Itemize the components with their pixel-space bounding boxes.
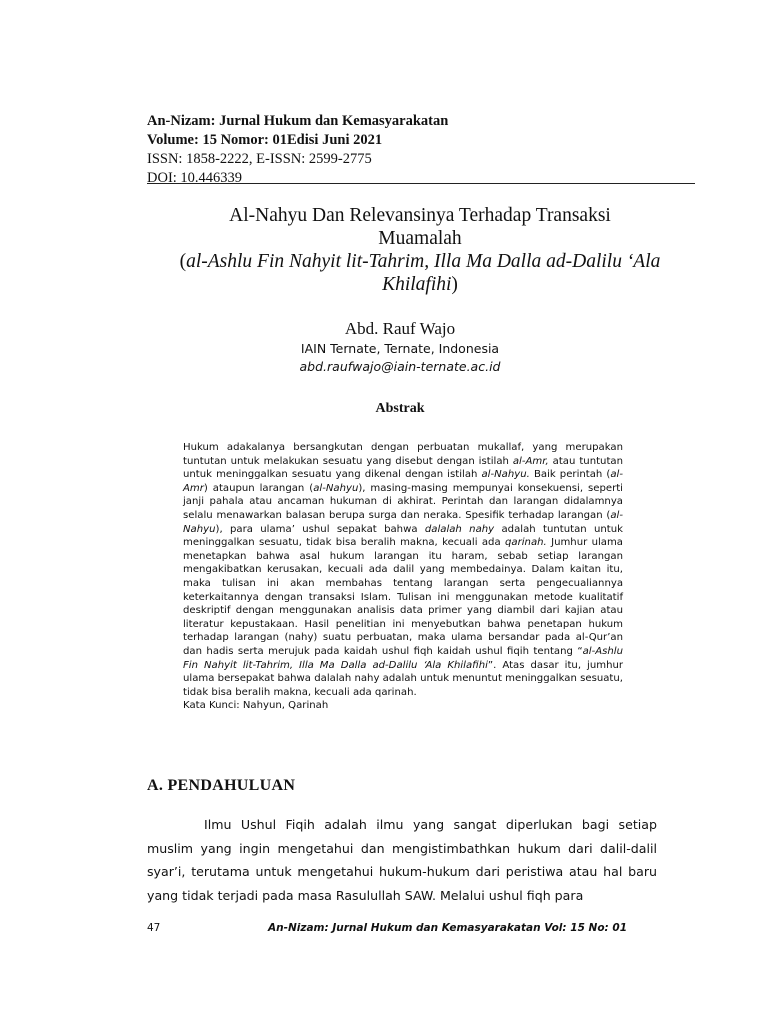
subtitle-text-2: Khilafihi	[382, 274, 452, 295]
abstract-heading: Abstrak	[375, 401, 425, 416]
subtitle-text-1: al-Ashlu Fin Nahyit lit-Tahrim, Illa Ma Dalla ad-Dalilu ‘Ala	[186, 251, 661, 272]
journal-volume: Volume: 15 Nomor: 01Edisi Juni 2021	[147, 132, 383, 148]
abstract-text: adalah tuntutan untuk meninggalkan sesuatu, tidak bisa beralih makna, kecuali ada	[183, 523, 623, 549]
abstract-text: Jumhur ulama menetapkan bahwa asal hukum larangan itu haram, sebab setiap larangan mengakibatkan kerusakan, kecuali ada dalil yang membedainya. Dalam kaitan itu, maka tulisan ini akan membahas tentang larangan serta pengecualiannya keterkaitannya dengan transaksi Islam. Tulisan ini menggunakan metode kualitatif deskriptif dengan menggunakan analisis data primer yang diambil dari kajian atau literatur kepustakaan. Hasil penelitian ini menyebutkan bahwa penetapan hukum terhadap larangan (nahy) suatu perbuatan, maka ulama bersandar pada al-Qur’an dan hadis serta merujuk pada kaidah ushul fiqh kaidah ushul fiqih tentang “	[183, 537, 623, 657]
subtitle-line-2	[120, 273, 720, 296]
abstract-term: qarinah.	[505, 537, 547, 549]
subtitle-line-1	[120, 250, 720, 273]
abstract-term: al-Amr,	[512, 455, 549, 467]
abstract-text: ), para ulama’ ushul sepakat bahwa	[215, 523, 425, 535]
intro-paragraph: Ilmu Ushul Fiqih adalah ilmu yang sangat diperlukan bagi setiap muslim yang ingin mengetahui dan mengistimbathkan hukum dari dalil-dalil syar’i, terutama untuk mengetahui hukum-hukum dari peristiwa atau hal baru yang tidak terjadi pada masa Rasulullah SAW. Melalui ushul fiqh para	[147, 817, 657, 903]
abstract-text: ), masing-masing mempunyai konsekuensi, seperti janji pahala atau ancaman hukuman di akhirat. Perintah dan larangan didalamnya selalu menawarkan balasan berupa surga dan neraka. Spesifik terhadap larangan (	[183, 482, 623, 521]
abstract-text: Baik perintah (	[529, 469, 611, 481]
abstract-term: al-Nahyu.	[481, 469, 530, 481]
subtitle-close-paren: )	[451, 274, 458, 295]
title-line-1: Al-Nahyu Dan Relevansinya Terhadap Transaksi	[229, 205, 611, 226]
abstract-text: Hukum adakalanya bersangkutan dengan perbuatan mukallaf, yang merupakan tuntutan untuk melakukan sesuatu yang disebut dengan istilah	[183, 442, 623, 467]
journal-header	[147, 112, 697, 188]
footer-journal-ref: An-Nizam: Jurnal Hukum dan Kemasyarakatan Vol: 15 No: 01	[268, 922, 627, 934]
abstract-term: al-Ashlu Fin Nahyit lit-Tahrim, Illa Ma Dalla ad-Dalilu ‘Ala Khilafihi	[183, 645, 623, 671]
abstract-text: ”. Atas dasar itu, jumhur ulama bersepakat bahwa dalalah nahy adalah untuk menuntut meninggalkan sesuatu, tidak bisa beralih makna, kecuali ada qarinah.	[183, 659, 624, 698]
abstract-text: ) ataupun larangan (	[203, 482, 314, 494]
author-name: Abd. Rauf Wajo	[344, 319, 456, 338]
intro-body	[147, 813, 657, 907]
article-title	[120, 204, 720, 296]
journal-issn: ISSN: 1858-2222, E-ISSN: 2599-2775	[147, 151, 372, 167]
abstract-body	[183, 441, 623, 713]
author-email[interactable]: abd.raufwajo@iain-ternate.ac.id	[299, 359, 501, 374]
journal-name: An-Nizam: Jurnal Hukum dan Kemasyarakatan	[147, 113, 449, 129]
abstract-paragraph	[183, 441, 623, 699]
abstract-term: al-Nahyu	[313, 482, 359, 494]
header-divider	[147, 183, 695, 184]
title-line-2: Muamalah	[378, 228, 462, 249]
abstract-term: al-Nahyu	[183, 509, 623, 535]
author-block	[200, 318, 600, 376]
abstract-text: atau tuntutan untuk meninggalkan sesuatu yang dikenal dengan istilah	[183, 455, 623, 481]
abstract-term: dalalah nahy	[424, 523, 495, 535]
keywords: Kata Kunci: Nahyun, Qarinah	[183, 700, 329, 712]
journal-doi: DOI: 10.446339	[147, 170, 243, 186]
page-number: 47	[147, 922, 161, 934]
author-affiliation: IAIN Ternate, Ternate, Indonesia	[300, 341, 500, 356]
subtitle-open-paren: (	[179, 251, 187, 272]
section-heading: A. PENDAHULUAN	[147, 777, 296, 794]
abstract-term: al-Amr	[183, 469, 623, 494]
